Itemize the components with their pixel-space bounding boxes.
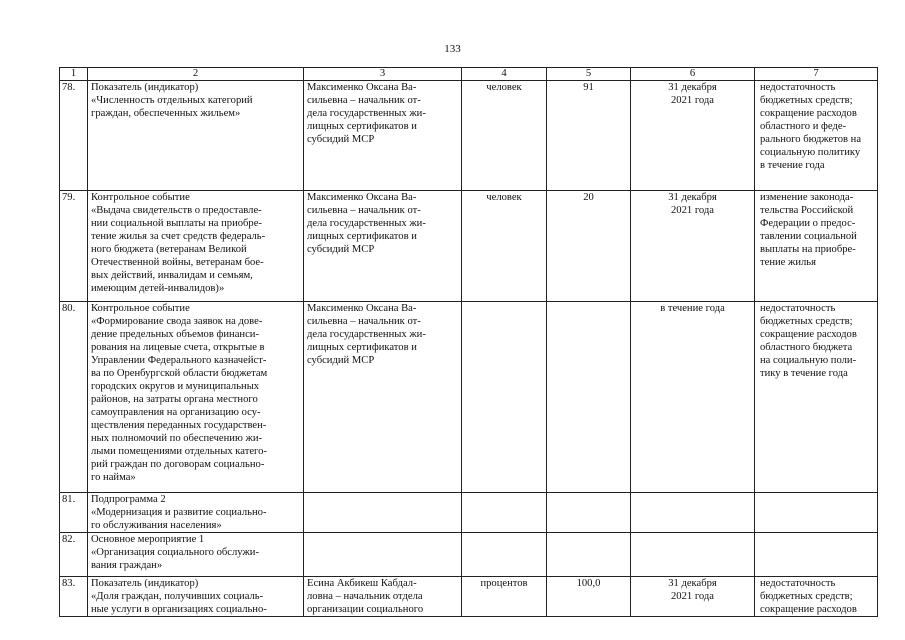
- row-unit: [462, 533, 547, 577]
- row-responsible: Есина Акбикеш Кабдал- ловна – начальник отдела организации социального: [304, 577, 462, 617]
- row-unit: [462, 302, 547, 493]
- row-unit: человек: [462, 191, 547, 302]
- table-row: [60, 493, 878, 533]
- row-responsible: Максименко Оксана Ва- сильевна – начальник от- дела государственных жи- лищных сертификатов и субсидий МСР: [304, 302, 462, 493]
- row-number: 78.: [60, 81, 88, 191]
- row-value: [547, 533, 631, 577]
- row-description: Контрольное событие «Формирование свода заявок на дове- дение предельных объемов финанси- рования на лицевые счета, открытые в Управлении Федерального казначейст- ва по Оренбургской области бюджетам городских округов и муниципальных районов, на затраты органа местного самоуправления на организацию осу- ществления переданных государствен- ных полномочий по обеспечению жи- лыми помещениями отдельных катего- рий граждан по договорам социально- го найма»: [88, 302, 304, 493]
- row-date: 31 декабря 2021 года: [631, 191, 755, 302]
- page-number: 133: [444, 43, 461, 55]
- table-row: [60, 81, 878, 191]
- row-description: Контрольное событие «Выдача свидетельств о предоставле- нии социальной выплаты на приобре- тение жилья за счет средств федераль- ного бюджета (ветеранам Великой Отечественной войны, ветеранам бое- вых действий, инвалидам и семьям, имеющим детей-инвалидов)»: [88, 191, 304, 302]
- row-unit: [462, 493, 547, 533]
- row-responsible: Максименко Оксана Ва- сильевна – начальник от- дела государственных жи- лищных сертификатов и субсидий МСР: [304, 191, 462, 302]
- header-cell: 2: [88, 68, 304, 81]
- row-risk: [755, 493, 878, 533]
- header-row: [60, 68, 878, 81]
- row-risk: недостаточность бюджетных средств; сокращение расходов: [755, 577, 878, 617]
- row-risk: недостаточность бюджетных средств; сокращение расходов областного и феде- рального бюджетов на социальную политику в течение года: [755, 81, 878, 191]
- row-risk: изменение законода- тельства Российской Федерации о предос- тавлении социальной выплаты на приобре- тение жилья: [755, 191, 878, 302]
- row-value: 20: [547, 191, 631, 302]
- row-responsible: Максименко Оксана Ва- сильевна – начальник от- дела государственных жи- лищных сертификатов и субсидий МСР: [304, 81, 462, 191]
- row-description: Показатель (индикатор) «Численность отдельных категорий граждан, обеспеченных жильем»: [88, 81, 304, 191]
- table-row: [60, 533, 878, 577]
- row-date: [631, 493, 755, 533]
- header-cell: 7: [755, 68, 878, 81]
- row-number: 79.: [60, 191, 88, 302]
- row-date: в течение года: [631, 302, 755, 493]
- row-description: Подпрограмма 2 «Модернизация и развитие социально- го обслуживания населения»: [88, 493, 304, 533]
- header-cell: 1: [60, 68, 88, 81]
- row-date: 31 декабря 2021 года: [631, 81, 755, 191]
- row-value: [547, 493, 631, 533]
- row-number: 80.: [60, 302, 88, 493]
- table-row: [60, 577, 878, 617]
- row-responsible: [304, 493, 462, 533]
- row-value: [547, 302, 631, 493]
- header-cell: 4: [462, 68, 547, 81]
- row-date: [631, 533, 755, 577]
- header-cell: 3: [304, 68, 462, 81]
- row-date: 31 декабря 2021 года: [631, 577, 755, 617]
- table-row: [60, 191, 878, 302]
- row-number: 81.: [60, 493, 88, 533]
- row-responsible: [304, 533, 462, 577]
- row-description: Показатель (индикатор) «Доля граждан, получивших социаль- ные услуги в организациях социально-: [88, 577, 304, 617]
- plan-table: [59, 67, 878, 617]
- header-cell: 6: [631, 68, 755, 81]
- header-cell: 5: [547, 68, 631, 81]
- row-number: 83.: [60, 577, 88, 617]
- row-risk: [755, 533, 878, 577]
- row-value: 100,0: [547, 577, 631, 617]
- row-unit: процентов: [462, 577, 547, 617]
- row-value: 91: [547, 81, 631, 191]
- table-row: [60, 302, 878, 493]
- row-unit: человек: [462, 81, 547, 191]
- row-description: Основное мероприятие 1 «Организация социального обслужи- вания граждан»: [88, 533, 304, 577]
- row-risk: недостаточность бюджетных средств; сокращение расходов областного бюджета на социальную поли- тику в течение года: [755, 302, 878, 493]
- row-number: 82.: [60, 533, 88, 577]
